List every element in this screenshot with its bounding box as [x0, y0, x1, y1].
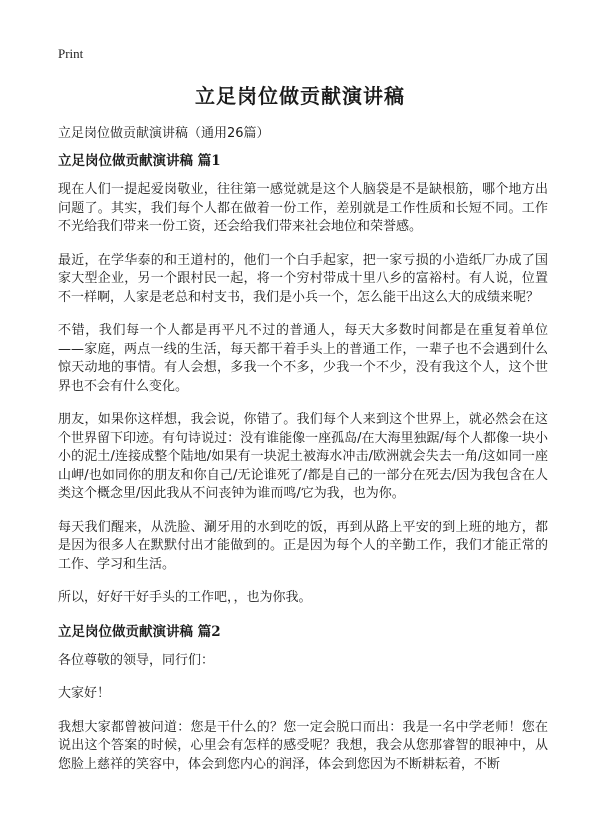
body-paragraph: 朋友，如果你这样想，我会说，你错了。我们每个人来到这个世界上，就必然会在这个世界留下印迹。有句诗说过：没有谁能像一座孤岛/在大海里独踞/每个人都像一块小小的泥土/连接成整个陆地/如果有一块泥土被海水冲击/欧洲就会失去一角/这如同一座山岬/也如同你的朋友和你自己/无论谁死了/都是自己的一部分在死去/因为我包含在人类这个概念里/因此我从不问丧钟为谁而鸣/它为我，也为你。: [58, 412, 548, 501]
section-heading: 立足岗位做贡献演讲稿 篇2: [58, 623, 221, 640]
document-body: [58, 152, 548, 789]
body-paragraph: 我想大家都曾被问道：您是干什么的？您一定会脱口而出：我是一名中学老师！您在说出这个答案的时候，心里会有怎样的感受呢？我想，我会从您那睿智的眼神中，从您脸上慈祥的笑容中，体会到您内心的润泽，体会到您因为不断耕耘着，不断: [58, 719, 548, 772]
body-paragraph: 现在人们一提起爱岗敬业，往往第一感觉就是这个人脑袋是不是缺根筋，哪个地方出问题了。其实，我们每个人都在做着一份工作，差别就是工作性质和长短不同。工作不光给我们带来一份工资，还会给我们带来社会地位和荣誉感。: [58, 182, 548, 234]
section-heading: 立足岗位做贡献演讲稿 篇1: [58, 153, 221, 169]
document-subtitle: 立足岗位做贡献演讲稿（通用26篇）: [58, 126, 270, 141]
body-paragraph: 各位尊敬的领导，同行们：: [58, 652, 215, 668]
body-paragraph: 每天我们醒来，从洗脸、涮牙用的水到吃的饭，再到从路上平安的到上班的地方，都是因为很多人在默默付出才能做到的。正是因为每个人的辛勤工作，我们才能正常的工作、学习和生活。: [58, 519, 548, 572]
print-link[interactable]: Print: [58, 46, 84, 61]
body-paragraph: 不错，我们每一个人都是再平凡不过的普通人，每天大多数时间都是在重复着单位——家庭，两点一线的生活，每天都干着手头上的普通工作，一辈子也不会遇到什么惊天动地的事情。有人会想，多我一个不多，少我一个不少，没有我这个人，这个世界也不会有什么变化。: [58, 323, 548, 394]
body-paragraph: 所以，好好干好手头的工作吧，，也为你我。: [58, 590, 312, 605]
page-title: 立足岗位做贡献演讲稿: [195, 84, 405, 108]
body-paragraph: 最近，在学华泰的和王道村的，他们一个白手起家，把一家亏损的小造纸厂办成了国家大型企业，另一个跟村民一起，将一个穷村带成十里八乡的富裕村。有人说，位置不一样啊，人家是老总和村支书，我们是小兵一个，怎么能干出这么大的成绩来呢？: [58, 252, 548, 305]
body-paragraph: 大家好！: [58, 686, 111, 701]
